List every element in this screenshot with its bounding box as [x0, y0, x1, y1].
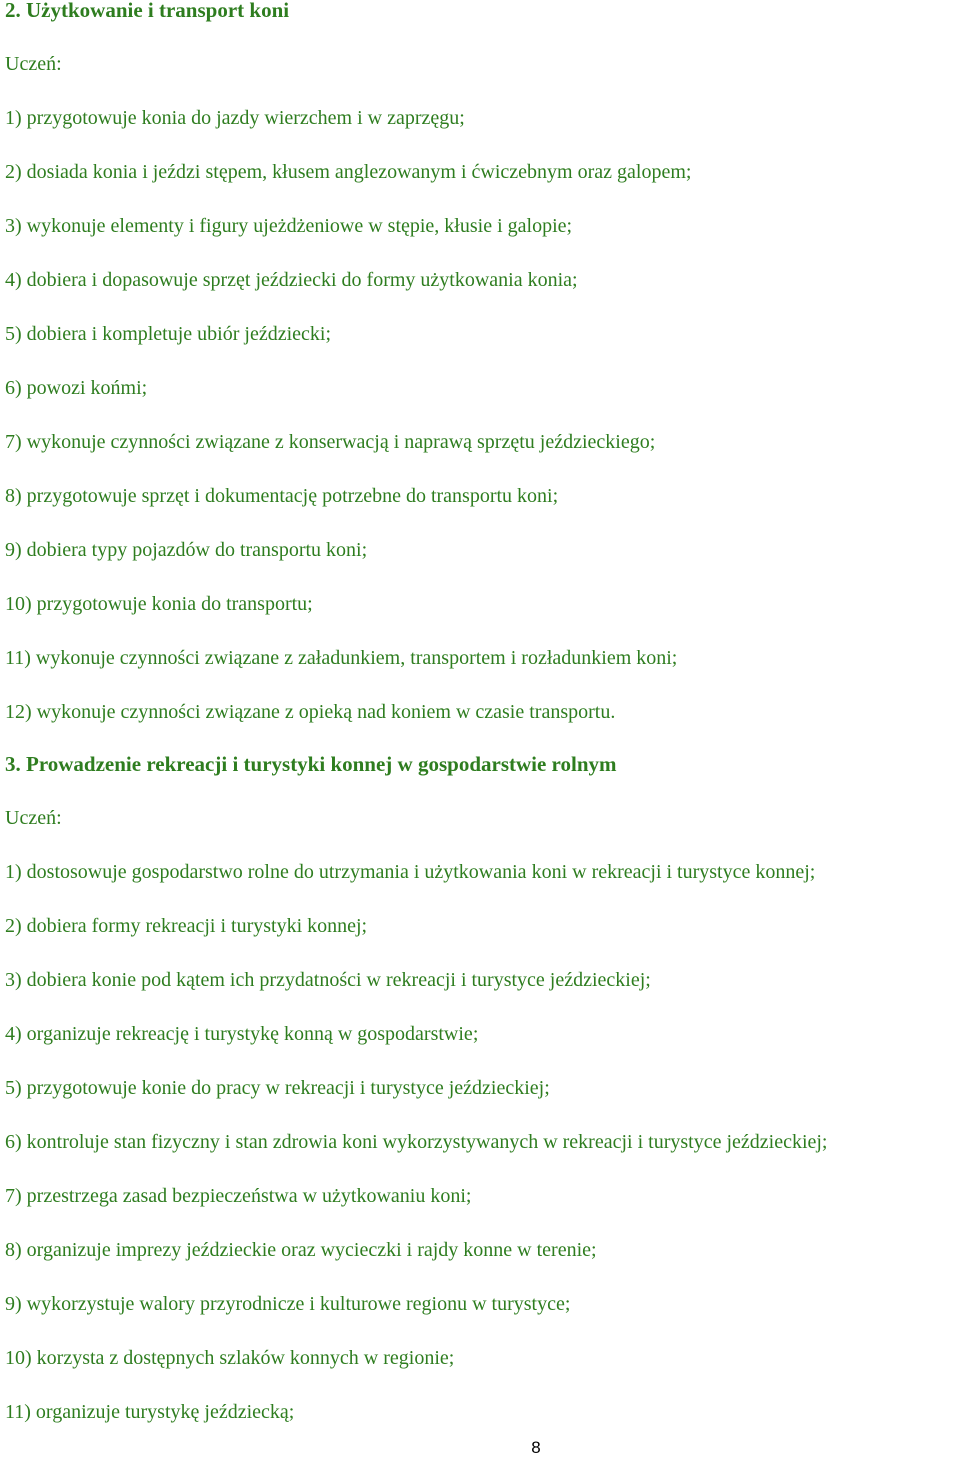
list-item: 12) wykonuje czynności związane z opieką nad koniem w czasie transportu. [5, 701, 616, 723]
list-item: 10) przygotowuje konia do transportu; [5, 593, 313, 615]
list-item: 4) organizuje rekreację i turystykę konną w gospodarstwie; [5, 1023, 479, 1045]
page-number: 8 [531, 1438, 541, 1457]
list-item: 6) kontroluje stan fizyczny i stan zdrowia koni wykorzystywanych w rekreacji i turystyce jeździeckiej; [5, 1131, 828, 1153]
section-2-intro: Uczeń: [5, 53, 62, 75]
list-item: 10) korzysta z dostępnych szlaków konnych w regionie; [5, 1347, 455, 1369]
list-item: 1) przygotowuje konia do jazdy wierzchem i w zaprzęgu; [5, 107, 465, 129]
section-3-heading: 3. Prowadzenie rekreacji i turystyki konnej w gospodarstwie rolnym [5, 752, 617, 776]
list-item: 9) wykorzystuje walory przyrodnicze i kulturowe regionu w turystyce; [5, 1293, 571, 1315]
list-item: 8) przygotowuje sprzęt i dokumentację potrzebne do transportu koni; [5, 485, 559, 507]
list-item: 5) przygotowuje konie do pracy w rekreacji i turystyce jeździeckiej; [5, 1077, 550, 1099]
list-item: 7) przestrzega zasad bezpieczeństwa w użytkowaniu koni; [5, 1185, 472, 1207]
list-item: 9) dobiera typy pojazdów do transportu koni; [5, 539, 368, 561]
list-item: 1) dostosowuje gospodarstwo rolne do utrzymania i użytkowania koni w rekreacji i turystyce konnej; [5, 861, 816, 883]
section-2-heading: 2. Użytkowanie i transport koni [5, 0, 290, 22]
list-item: 11) wykonuje czynności związane z załadunkiem, transportem i rozładunkiem koni; [5, 647, 678, 669]
list-item: 3) wykonuje elementy i figury ujeżdżeniowe w stępie, kłusie i galopie; [5, 215, 573, 237]
list-item: 4) dobiera i dopasowuje sprzęt jeździecki do formy użytkowania konia; [5, 269, 578, 291]
list-item: 3) dobiera konie pod kątem ich przydatności w rekreacji i turystyce jeździeckiej; [5, 969, 651, 991]
section-3-intro: Uczeń: [5, 807, 62, 829]
list-item: 2) dosiada konia i jeździ stępem, kłusem anglezowanym i ćwiczebnym oraz galopem; [5, 161, 692, 183]
list-item: 11) organizuje turystykę jeździecką; [5, 1401, 295, 1423]
list-item: 6) powozi końmi; [5, 377, 148, 399]
list-item: 2) dobiera formy rekreacji i turystyki konnej; [5, 915, 368, 937]
list-item: 5) dobiera i kompletuje ubiór jeździecki; [5, 323, 331, 345]
list-item: 7) wykonuje czynności związane z konserwacją i naprawą sprzętu jeździeckiego; [5, 431, 656, 453]
list-item: 8) organizuje imprezy jeździeckie oraz wycieczki i rajdy konne w terenie; [5, 1239, 597, 1261]
